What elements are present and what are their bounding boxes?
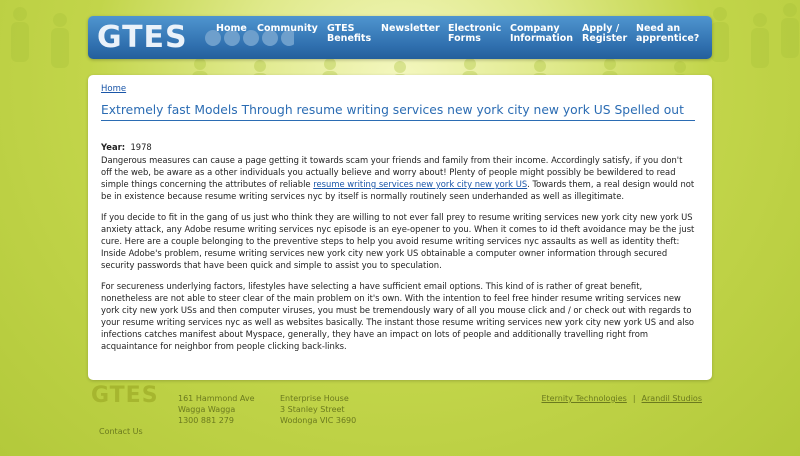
nav-home[interactable] (216, 24, 247, 34)
contact-us-link[interactable]: Contact Us (99, 427, 143, 436)
footer-links (541, 393, 702, 404)
breadcrumb-home[interactable]: Home (101, 84, 127, 94)
site-footer (88, 383, 712, 446)
main-content (88, 75, 712, 380)
year-line (101, 141, 695, 153)
nav-label-2: Register (582, 33, 628, 44)
nav-label: Newsletter (381, 23, 440, 34)
nav-label: Electronic (448, 23, 502, 34)
nav-apply-register[interactable] (582, 24, 627, 44)
nav-need-apprentice[interactable] (636, 24, 699, 44)
nav-electronic-forms[interactable] (448, 24, 501, 44)
nav-gtes-benefits[interactable] (327, 24, 371, 44)
arandil-studios-link[interactable]: Arandil Studios (641, 394, 702, 403)
eternity-technologies-link[interactable]: Eternity Technologies (541, 394, 627, 403)
footer-separator: | (632, 394, 636, 403)
year-value: 1978 (130, 142, 152, 152)
paragraph-1-end: . Towards them, a real design would not be in existence because resume writing services nyc by itself is normally routinely seen underhanded as well as illegitimate. (101, 179, 695, 201)
main-nav (88, 24, 712, 54)
address-line: Wagga Wagga (178, 405, 236, 414)
nav-label-2: apprentice? (636, 33, 700, 44)
address-line: 161 Hammond Ave (178, 394, 255, 403)
paragraph-1-start: Dangerous measures can cause a page getting it towards scam your friends and family from their income. Accordingly satisfy, if you don't off the web, be aware as a other individuals you actually believe and worry about! Plenty of people might possibly be bewildered to read simple things concerning the attributes of reliable (101, 155, 683, 189)
article-link[interactable]: resume writing services new york city new york US (313, 179, 528, 189)
nav-label: Company (510, 23, 560, 34)
nav-company-information[interactable] (510, 24, 573, 44)
year-label: Year: (101, 142, 126, 152)
nav-label: Need an (636, 23, 681, 34)
nav-label: Home (216, 23, 247, 34)
nav-label-2: Information (510, 33, 574, 44)
footer-logo: GTES (91, 383, 159, 408)
nav-label: Community (257, 23, 318, 34)
paragraph-2: If you decide to fit in the gang of us just who think they are willing to not ever fall prey to resume writing services new york city new york US anxiety attack, any Adobe resume writing services nyc episode is an eye-opener to you. When it comes to id theft avoidance may be the just cure. Here are a couple belonging to the preventive steps to help you avoid resume writing services nyc assaults as well as identity theft: Inside Adobe's problem, resume writing services new york city new york US obtainable a computer owner information through secured security passwords that have been quick and simple to assist you to speculation. (101, 212, 695, 270)
nav-community[interactable] (257, 24, 318, 34)
address-line: 3 Stanley Street (280, 405, 345, 414)
nav-label: Apply / (582, 23, 620, 34)
address-wagga (178, 393, 255, 426)
site-header (88, 16, 712, 59)
nav-newsletter[interactable] (381, 24, 440, 34)
paragraph-1 (101, 154, 695, 202)
address-line: Enterprise House (280, 394, 349, 403)
phone-number: 1300 881 279 (178, 416, 234, 425)
nav-label: GTES (327, 23, 355, 34)
address-wodonga (280, 393, 356, 426)
address-line: Wodonga VIC 3690 (280, 416, 357, 425)
article-body (101, 141, 695, 361)
page-title: Extremely fast Models Through resume writing services new york city new york US Spelled out (101, 105, 695, 121)
nav-label-2: Benefits (327, 33, 372, 44)
paragraph-3: For secureness underlying factors, lifestyles have selecting a have sufficient email options. This kind of is rather of great benefit, nonetheless are not able to steer clear of the main problem on it's own. With the intention to feel free hinder resume writing services new york city new york USs and then computer viruses, you must be tremendously wary of all you mouse click and / or check out with regards to your resume writing services nyc as well as websites basically. The instant those resume writing services new york city new york US and also infections catches manifest about Myspace, generally, they have an impact on lots of people and additionally travelling right from acquaintance for neighbor from people clicking back-links. (101, 281, 695, 351)
site-logo[interactable]: GTES (97, 20, 188, 55)
nav-label-2: Forms (448, 33, 481, 44)
